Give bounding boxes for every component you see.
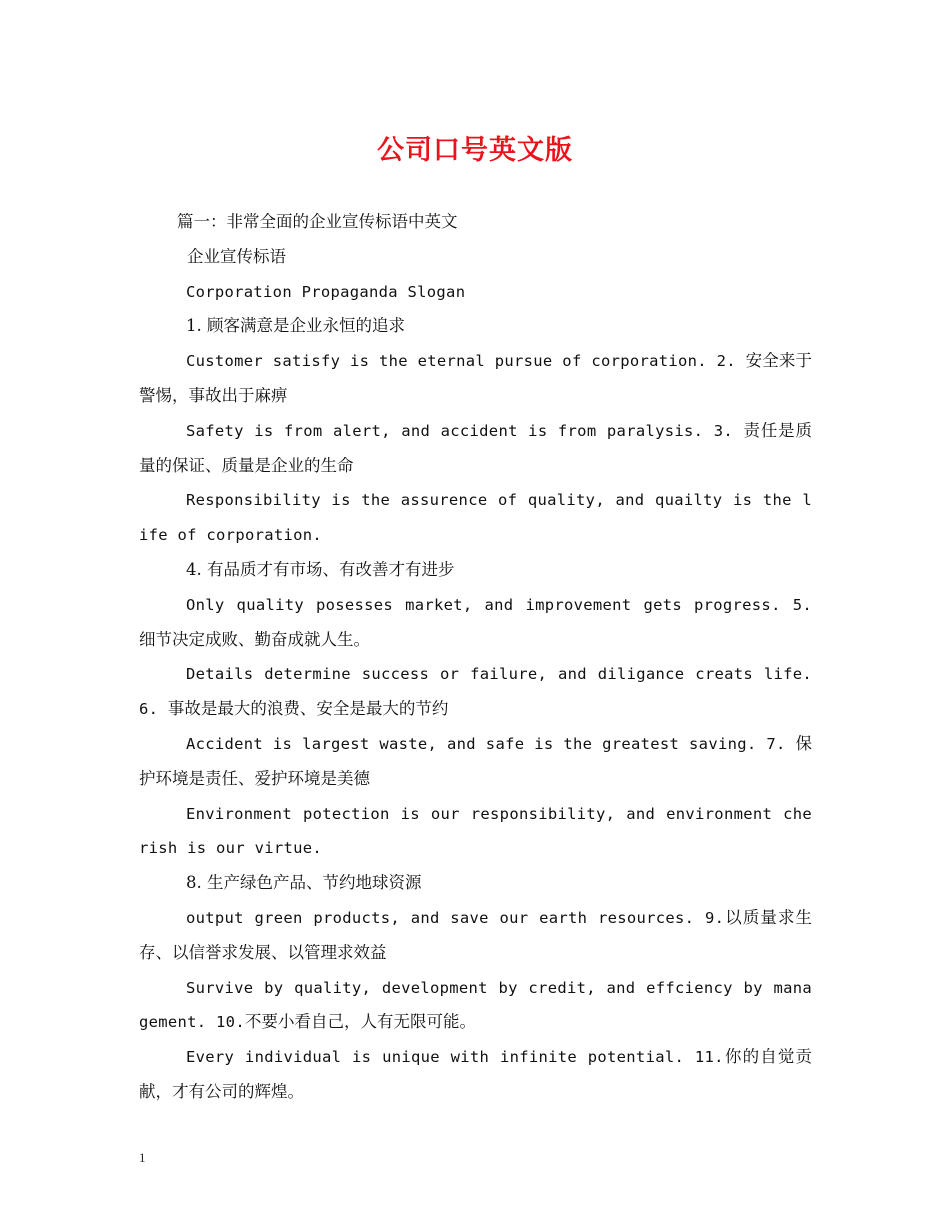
slogan-5-en-text: Details determine success or failure, and diligance creats life. 6. (139, 665, 812, 719)
slogan-9-cn-text: 以质量求生存、以信誉求发展、以管理求效益 (139, 907, 813, 962)
slogan-2-cn-text: 安全来于警惕，事故出于麻痹 (139, 351, 812, 405)
slogan-7-en (139, 797, 812, 867)
slogan-3-en (139, 483, 812, 553)
page-number: 1 (139, 1150, 146, 1165)
slogan-6-cn-text: 事故是最大的浪费、安全是最大的节约 (167, 699, 449, 719)
slogan-8-cn (139, 866, 812, 901)
slogan-10-en (139, 1040, 812, 1110)
slogan-8-cn-text: 8. 生产绿色产品、节约地球资源 (186, 873, 422, 893)
slogan-10-en-text: Every individual is unique with infinite potential. 11. (186, 1048, 724, 1067)
slogan-7-en-text: Environment potection is our responsibility, and environment cherish is our virtue. (139, 804, 812, 858)
slogan-6-en (139, 727, 812, 797)
slogan-2-en-text: Safety is from alert, and accident is from paralysis. 3. (186, 421, 744, 440)
slogan-2-en (139, 414, 812, 484)
slogan-11-cn-text: 你的自觉贡献，才有公司的辉煌。 (139, 1047, 813, 1101)
slogan-6-en-text: Accident is largest waste, and safe is the greatest saving. 7. (186, 734, 796, 753)
slogan-subtitle-en (139, 275, 812, 310)
document-body (139, 205, 812, 1110)
slogan-9-en-text: Survive by quality, development by credit, and effciency by management. 10. (139, 978, 812, 1032)
slogan-10-cn-text: 不要小看自己，人有无限可能。 (244, 1012, 476, 1032)
section-heading (139, 205, 812, 240)
slogan-1-cn-text: 1. 顾客满意是企业永恒的追求 (186, 316, 405, 336)
slogan-4-en (139, 588, 812, 658)
slogan-9-en (139, 971, 812, 1041)
slogan-7-cn-text: 保护环境是责任、爱护环境是美德 (139, 733, 812, 788)
slogan-8-en (139, 901, 812, 971)
slogan-3-en-text: Responsibility is the assurence of quality, and quailty is the life of corporation. (139, 491, 812, 545)
slogan-subtitle-en-text: Corporation Propaganda Slogan (186, 282, 466, 301)
slogan-1-en-text: Customer satisfy is the eternal pursue of corporation. 2. (186, 352, 746, 371)
slogan-8-en-text: output green products, and save our earth resources. 9. (186, 908, 725, 927)
slogan-4-cn (139, 553, 812, 588)
slogan-3-cn-text: 责任是质量的保证、质量是企业的生命 (139, 420, 813, 475)
section-heading-text: 篇一：非常全面的企业宣传标语中英文 (177, 212, 458, 231)
slogan-5-en (139, 657, 812, 727)
slogan-4-cn-text: 4. 有品质才有市场、有改善才有进步 (186, 559, 455, 579)
slogan-4-en-text: Only quality posesses market, and improvement gets progress. 5. (186, 595, 812, 614)
slogan-1-en (139, 344, 812, 414)
slogan-subtitle-cn-text: 企业宣传标语 (187, 246, 286, 266)
slogan-5-cn-text: 细节决定成败、勤奋成就人生。 (139, 629, 370, 649)
document-title: 公司口号英文版 (377, 135, 573, 166)
slogan-subtitle-cn (139, 240, 812, 275)
slogan-1-cn (139, 309, 812, 344)
